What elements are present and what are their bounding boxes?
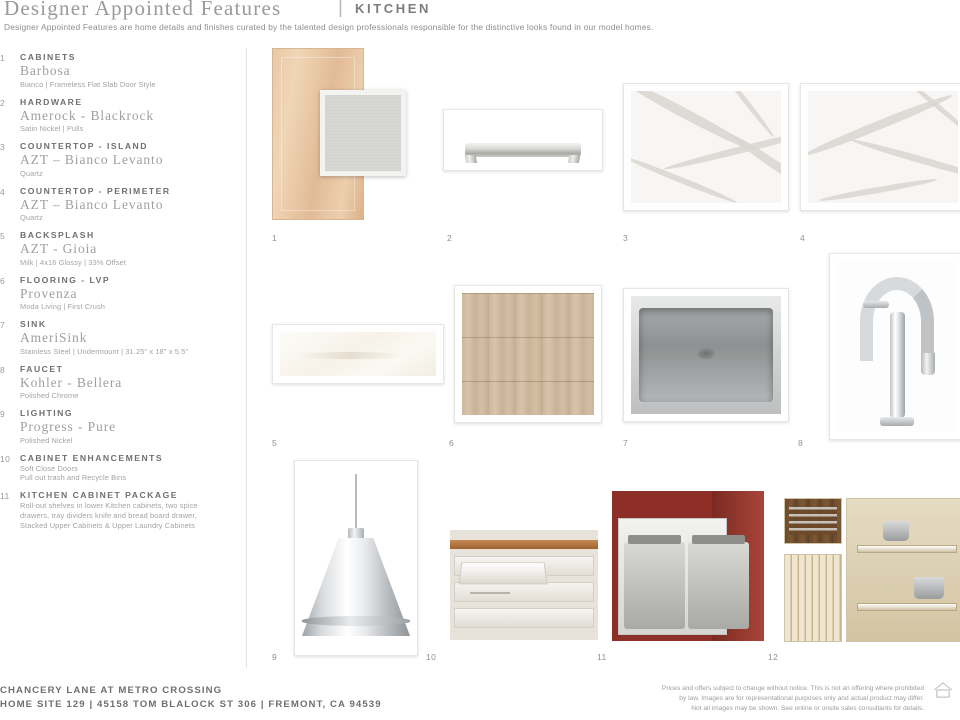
image-sink — [623, 288, 789, 422]
item-category: BACKSPLASH — [20, 230, 95, 240]
countertop-edge — [450, 540, 598, 549]
knife-drawer-photo — [784, 498, 842, 544]
item-spec — [20, 124, 240, 134]
item-spec — [20, 80, 240, 90]
item-product: AmeriSink — [20, 330, 88, 345]
spec-line: Quartz — [20, 168, 43, 178]
drawer-face — [454, 608, 594, 628]
list-item — [0, 275, 240, 313]
faucet-base — [880, 417, 914, 426]
item-product: Barbosa — [20, 63, 71, 78]
item-category: KITCHEN CABINET PACKAGE — [20, 490, 178, 501]
disclaimer-line: by law. Images are for representational purposes only and actual product may differ. — [679, 695, 924, 703]
item-spec — [20, 436, 240, 446]
item-category: FLOORING - LVP — [20, 274, 111, 285]
list-item — [0, 141, 240, 179]
item-number: 11 — [0, 491, 10, 502]
page-description: Designer Appointed Features are home details and finishes curated by the talented design professionals responsible for the distinctive looks found in our model homes. — [4, 22, 654, 32]
lvp-plank-graphic — [462, 293, 594, 415]
item-category: COUNTERTOP - ISLAND — [20, 141, 148, 151]
pendant-rim — [302, 616, 410, 626]
spec-line: Polished Chrome — [20, 391, 79, 401]
image-countertop-island — [623, 83, 789, 211]
pull-bar — [465, 143, 581, 157]
page-header — [0, 0, 960, 40]
list-item — [0, 408, 240, 446]
image-label-3: 3 — [623, 233, 629, 243]
item-number: 3 — [0, 142, 6, 152]
item-category: FAUCET — [20, 363, 64, 374]
image-faucet — [829, 253, 960, 440]
item-category: SINK — [20, 319, 47, 329]
image-pendant-light — [294, 460, 418, 656]
image-label-8: 8 — [798, 438, 804, 448]
image-label-10: 10 — [426, 652, 437, 662]
image-label-7: 7 — [623, 438, 629, 448]
spec-line: Roll-out shelves in lower Kitchen cabinets, two spice — [20, 501, 198, 511]
community-name: CHANCERY LANE AT METRO CROSSING — [0, 685, 223, 696]
list-item — [0, 490, 240, 531]
item-number: 4 — [0, 186, 6, 197]
item-category: COUNTERTOP - PERIMETER — [20, 185, 171, 196]
trash-bin-right — [688, 542, 749, 629]
image-soft-close-drawers — [450, 530, 598, 640]
item-product: Provenza — [20, 285, 78, 301]
faucet-spout — [921, 353, 935, 375]
title-separator: | — [338, 0, 343, 18]
list-item — [0, 186, 240, 224]
item-category: HARDWARE — [20, 96, 83, 107]
item-number: 10 — [0, 453, 11, 464]
cabinet-finish-swatch — [320, 90, 406, 176]
spec-line: Pull out trash and Recycle Bins — [20, 473, 127, 483]
rollout-shelf — [857, 603, 958, 611]
item-spec — [20, 391, 240, 401]
rollout-shelf — [857, 545, 958, 553]
drawer-pull — [470, 592, 510, 594]
image-hardware-pull — [443, 109, 603, 171]
pendant-cord — [355, 474, 357, 530]
item-product: Amerock - Blackrock — [20, 107, 155, 123]
list-item — [0, 97, 240, 135]
list-item — [0, 364, 240, 402]
page-subtitle: KITCHEN — [355, 1, 431, 16]
faucet-handle — [863, 301, 889, 308]
image-flooring-lvp — [454, 285, 602, 423]
image-label-11: 11 — [597, 652, 607, 662]
product-image-grid — [246, 48, 960, 668]
sink-drain — [697, 348, 715, 359]
item-spec — [20, 169, 240, 179]
faucet-graphic — [837, 261, 957, 432]
quartz-slab-island — [631, 91, 781, 203]
item-category: LIGHTING — [20, 408, 74, 418]
image-countertop-perimeter — [800, 83, 960, 211]
image-label-9: 9 — [272, 652, 278, 662]
spec-line: Moda Living | First Crush — [20, 302, 106, 312]
item-product: AZT – Bianco Levanto — [20, 152, 164, 167]
item-category: CABINETS — [20, 52, 76, 62]
cookware — [883, 521, 909, 541]
image-cabinet-door — [272, 48, 412, 228]
pendant-graphic — [302, 468, 410, 648]
house-logo-icon — [932, 682, 954, 698]
item-number: 6 — [0, 275, 6, 286]
image-label-1: 1 — [272, 233, 278, 243]
item-product: Kohler - Bellera — [20, 374, 123, 390]
spec-line: Milk | 4x16 Glossy | 33% Offset — [20, 257, 127, 267]
image-pullout-trash — [612, 491, 764, 641]
item-product: AZT - Gioia — [20, 241, 98, 256]
rollout-shelf-photo — [846, 498, 960, 642]
item-spec — [20, 347, 240, 357]
hardware-pull-graphic — [451, 117, 595, 163]
backsplash-tile-graphic — [280, 332, 436, 376]
spec-line: Bianco | Frameless Flat Slab Door Style — [20, 79, 156, 89]
sink-graphic — [631, 296, 781, 414]
spec-line: Stainless Steel | Undermount | 31.25" x 18" x 5.5" — [20, 346, 189, 356]
image-label-12: 12 — [768, 652, 779, 662]
page-title: Designer Appointed Features — [4, 0, 282, 20]
item-number: 8 — [0, 364, 6, 375]
item-number: 1 — [0, 53, 6, 63]
disclaimer-line: Not all images may be shown. See online or onsite sales consultants for details. — [691, 705, 924, 713]
list-item — [0, 319, 240, 357]
item-product: Progress - Pure — [20, 419, 116, 434]
drawers-graphic — [450, 530, 598, 640]
item-number: 7 — [0, 320, 6, 330]
page-footer — [0, 676, 960, 720]
list-item — [0, 453, 240, 484]
image-cabinet-package — [784, 498, 960, 643]
disclaimer — [494, 684, 924, 714]
open-drawer — [458, 562, 547, 584]
image-label-2: 2 — [447, 233, 453, 243]
image-backsplash-tile — [272, 324, 444, 384]
trash-bin-left — [624, 542, 685, 629]
spec-line: Stacked Upper Cabinets & Upper Laundry Cabinets — [20, 521, 195, 531]
item-category: CABINET ENHANCEMENTS — [20, 452, 164, 463]
spec-line: Satin Nickel | Pulls — [20, 124, 84, 134]
item-spec — [20, 464, 240, 484]
item-number: 5 — [0, 231, 6, 241]
quartz-slab-perimeter — [808, 91, 958, 203]
list-item — [0, 230, 240, 268]
trash-graphic — [612, 491, 764, 641]
community-address: HOME SITE 129 | 45158 TOM BLALOCK ST 306 | FREMONT, CA 94539 — [0, 699, 382, 710]
faucet-body — [890, 312, 905, 418]
image-label-5: 5 — [272, 438, 278, 448]
item-spec — [20, 258, 240, 268]
item-number: 2 — [0, 97, 6, 108]
spec-line: Polished Nickel — [20, 435, 73, 445]
item-spec — [20, 501, 240, 531]
spec-line: drawers, tray dividers knife and bread board drawer, — [20, 511, 197, 521]
item-product: AZT – Bianco Levanto — [20, 196, 164, 212]
item-spec — [20, 302, 240, 312]
image-label-6: 6 — [449, 438, 455, 448]
disclaimer-line: Prices and offers subject to change without notice. This is not an offering where prohibited — [661, 685, 924, 693]
spec-line: Soft Close Doors — [20, 463, 78, 473]
cabinet-package-collage — [784, 498, 960, 643]
image-label-4: 4 — [800, 233, 806, 243]
cookware — [914, 577, 944, 599]
item-number: 9 — [0, 409, 6, 419]
feature-list — [0, 52, 240, 538]
item-spec — [20, 213, 240, 223]
tray-divider-photo — [784, 554, 842, 642]
spec-line: Quartz — [20, 213, 43, 223]
list-item — [0, 52, 240, 90]
